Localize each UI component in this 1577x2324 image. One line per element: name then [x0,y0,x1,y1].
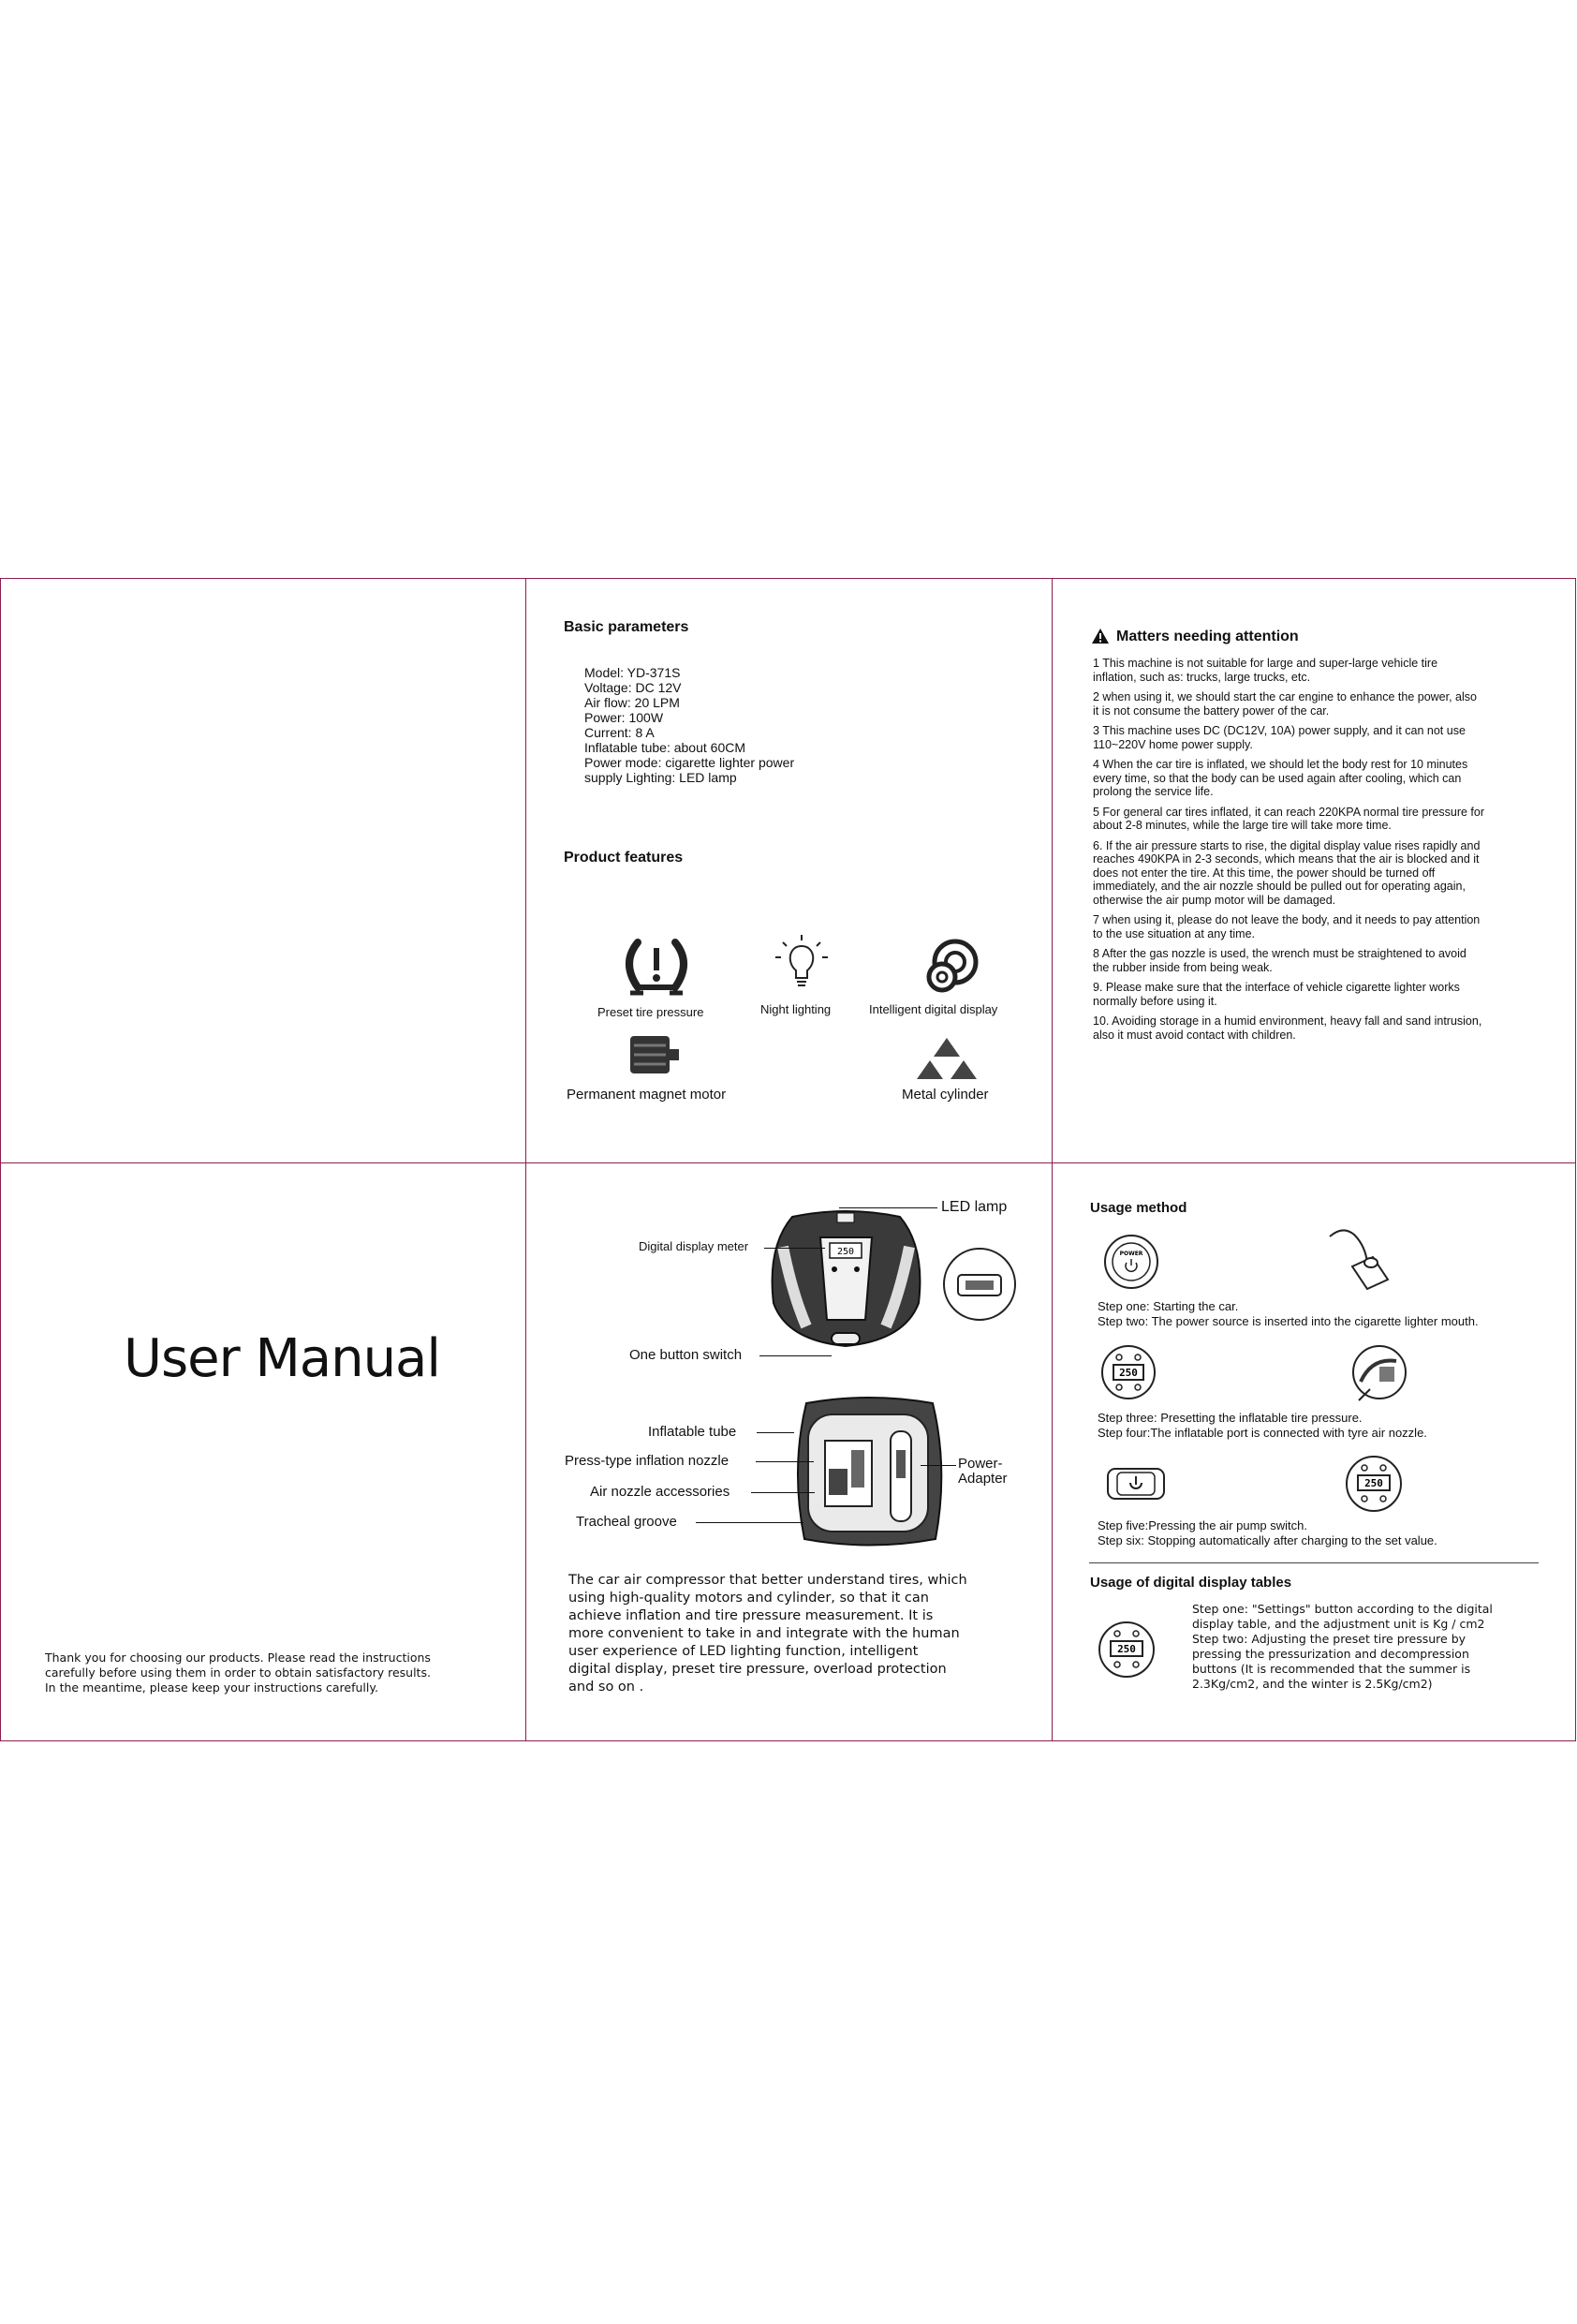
leader-line [921,1465,956,1466]
leader-line [696,1522,803,1523]
power-button-icon [1103,1234,1159,1292]
leader-line [756,1461,814,1462]
usage-steps-1-2: Step one: Starting the car. Step two: The power source is inserted into the cigarette lighter mouth. [1098,1299,1479,1328]
matters-heading: Matters needing attention [1116,629,1299,644]
usage-heading: Usage method [1090,1200,1187,1216]
fold-line [1,1162,1575,1163]
section-divider [1089,1562,1539,1563]
led-lamp-inset [937,1247,1022,1322]
product-description: The car air compressor that better understand tires, which using high-quality motors and cylinder, so that it can achieve inflation and tire pressure measurement. It is more convenient to take in and integrate with the human user experience of LED lighting function, intelligent digital display, preset tire pressure, overload protection and so on . [568,1573,967,1695]
metal-cylinder-icon [909,1036,984,1083]
param-power: Power: 100W [584,710,664,725]
leader-line [759,1355,832,1356]
cover-thanks: Thank you for choosing our products. Please read the instructions carefully before using them in order to obtain satisfactory results. In the meantime, please keep your instructions carefully. [45,1650,431,1695]
matters-item: 6. If the air pressure starts to rise, the digital display value rises rapidly and reaches 490KPA in 2-3 seconds, which means that the air is blocked and it does not enter the tire. At this time, the power should be turned off immediately, and the air nozzle should be pulled out for operating again, otherwise the air pump motor will be damaged. [1093,838,1481,907]
matters-item: 7 when using it, please do not leave the body, and it needs to pay attention to the use situation at any time. [1093,913,1481,940]
param-list [584,665,794,785]
compressor-front-drawing [764,1209,928,1350]
matters-item: 5 For general car tires inflated, it can reach 220KPA normal tire pressure for about 2-8 minutes, while the large tire will take more time. [1093,805,1485,832]
display-gauge-icon [1100,1344,1157,1400]
usage-steps-5-6: Step five:Pressing the air pump switch. Step six: Stopping automatically after charging to the set value. [1098,1518,1437,1547]
digital-display-icon [923,940,980,996]
feature-night-label: Night lighting [760,1002,832,1016]
leader-line [751,1492,815,1493]
label-inflatable-tube: Inflatable tube [648,1424,737,1440]
manual-sheet [0,578,1576,1741]
param-voltage: Voltage: DC 12V [584,680,682,695]
matters-item: 4 When the car tire is inflated, we should let the body rest for 10 minutes every time, so that the body can be used again after cooling, which can prolong the service life. [1093,758,1468,798]
label-one-button: One button switch [629,1347,743,1363]
param-model: Model: YD-371S [584,665,681,680]
feature-cylinder-label: Metal cylinder [902,1087,989,1103]
param-airflow: Air flow: 20 LPM [584,695,680,710]
param-tube: Inflatable tube: about 60CM [584,740,746,755]
step6-readout: 250 [1364,1477,1383,1489]
label-tracheal-groove: Tracheal groove [576,1514,677,1530]
usage-steps-3-4: Step three: Presetting the inflatable tire pressure. Step four:The inflatable port is connected with tyre air nozzle. [1098,1411,1427,1440]
feature-motor-label: Permanent magnet motor [567,1087,727,1103]
feature-preset-label: Preset tire pressure [597,1005,704,1019]
label-display-meter: Digital display meter [639,1239,749,1253]
param-power-mode: Power mode: cigarette lighter power [584,755,795,770]
leader-line [764,1248,825,1249]
panel-divider [525,579,526,1740]
motor-icon [626,1030,683,1079]
basic-parameters-heading: Basic parameters [564,619,689,635]
matters-item: 1 This machine is not suitable for large and super-large vehicle tire inflation, such as: trucks, large trucks, etc. [1093,657,1438,684]
param-lighting: supply Lighting: LED lamp [584,770,737,785]
tire-pressure-icon [619,935,694,1000]
display-gauge-icon [1344,1455,1404,1513]
digital-tables-text: Step one: "Settings" button according to the digital display table, and the adjustment unit is Kg / cm2 Step two: Adjusting the preset tire pressure by pressing the pressurization and decompression buttons (It is recommended that the summer is 2.3Kg/cm2, and the winter is 2.5Kg/cm2) [1192,1602,1493,1691]
table-readout: 250 [1117,1643,1136,1655]
leader-line [839,1207,937,1208]
compressor-back-drawing [788,1394,951,1553]
matters-item: 2 when using it, we should start the car engine to enhance the power, also it is not consume the battery power of the car. [1093,690,1477,718]
cover-title: User Manual [124,1328,440,1389]
lighter-socket-icon [1324,1225,1399,1293]
leader-line [757,1432,794,1433]
warning-icon [1091,628,1110,644]
pump-switch-icon [1106,1467,1166,1501]
step3-readout: 250 [1119,1367,1138,1379]
lightbulb-icon [774,935,830,993]
label-accessories: Air nozzle accessories [590,1484,730,1500]
display-gauge-icon [1097,1621,1157,1679]
label-power-adapter: Power- Adapter [958,1456,1008,1487]
label-led-lamp: LED lamp [941,1199,1008,1215]
front-readout: 250 [836,1247,855,1257]
air-nozzle-icon [1351,1344,1409,1402]
product-features-heading: Product features [564,850,684,866]
label-nozzle: Press-type inflation nozzle [565,1453,730,1469]
matters-item: 9. Please make sure that the interface of vehicle cigarette lighter works normally before using it. [1093,981,1460,1008]
matters-item: 3 This machine uses DC (DC12V, 10A) power supply, and it can not use 110~220V home power supply. [1093,724,1466,751]
matters-list [1093,657,1561,1048]
power-label: POWER [1119,1251,1143,1257]
feature-display-label: Intelligent digital display [869,1002,998,1016]
matters-item: 8 After the gas nozzle is used, the wrench must be straightened to avoid the rubber inside from being weak. [1093,947,1466,974]
panel-divider [1052,579,1053,1740]
matters-item: 10. Avoiding storage in a humid environment, heavy fall and sand intrusion, also it must avoid contact with children. [1093,1014,1482,1042]
param-current: Current: 8 A [584,725,655,740]
digital-tables-heading: Usage of digital display tables [1090,1575,1292,1591]
